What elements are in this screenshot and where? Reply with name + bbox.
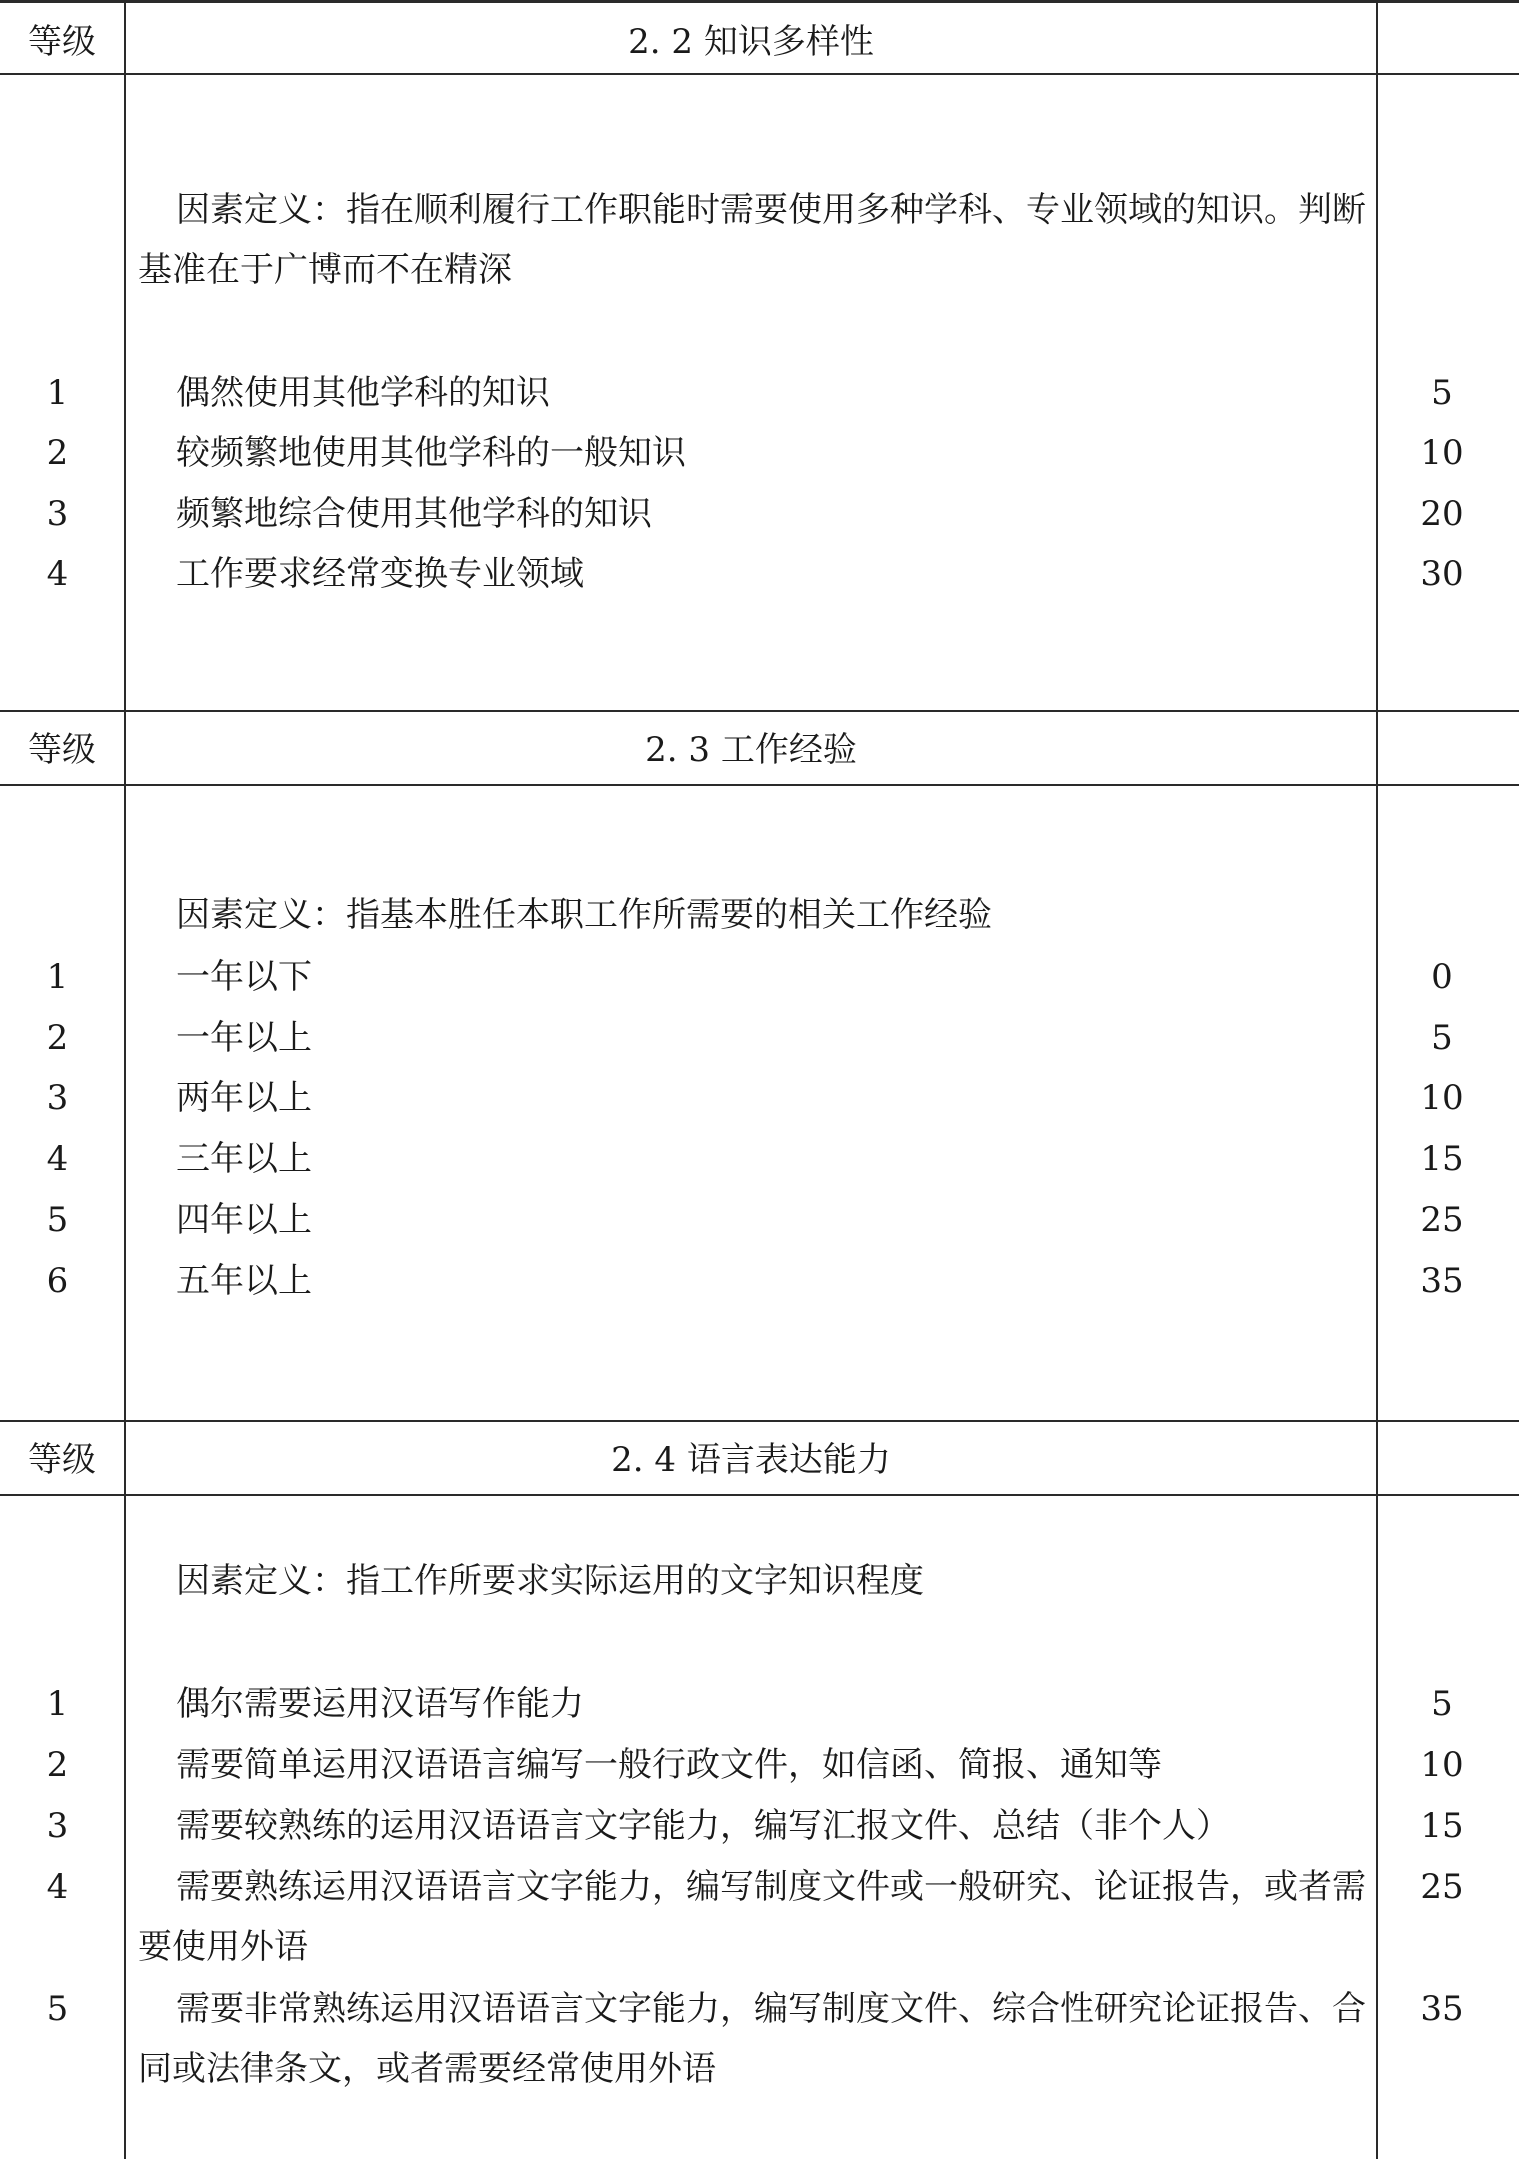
level-number: 1 — [46, 1684, 69, 1724]
level-description: 频繁地综合使用其他学科的知识 — [176, 494, 652, 534]
table-row — [0, 1979, 1519, 2099]
level-description: 三年以上 — [176, 1139, 312, 1179]
level-description: 较频繁地使用其他学科的一般知识 — [176, 433, 686, 473]
factor-definition: 因素定义：指基本胜任本职工作所需要的相关工作经验 — [176, 895, 992, 935]
level-description: 两年以上 — [176, 1078, 312, 1118]
level-number: 4 — [46, 1867, 69, 1907]
level-score: 5 — [1431, 1018, 1453, 1058]
table-row — [0, 1735, 1519, 1795]
level-score: 5 — [1431, 1684, 1453, 1724]
level-description: 需要简单运用汉语语言编写一般行政文件，如信函、简报、通知等 — [176, 1745, 1162, 1785]
level-description: 四年以上 — [176, 1200, 312, 1240]
section-title: 2. 3 工作经验 — [645, 729, 857, 770]
level-number: 3 — [46, 494, 69, 534]
table-row — [0, 1068, 1519, 1128]
level-number: 6 — [46, 1261, 69, 1301]
level-description: 需要非常熟练运用汉语语言文字能力，编写制度文件、综合性研究论证报告、合同或法律条文，或者需要经常使用外语 — [138, 1989, 1366, 2089]
level-number: 2 — [46, 1018, 69, 1058]
level-description: 需要熟练运用汉语语言文字能力，编写制度文件或一般研究、论证报告，或者需要使用外语 — [138, 1867, 1366, 1967]
factor-definition: 因素定义：指工作所要求实际运用的文字知识程度 — [176, 1561, 924, 1601]
level-score: 35 — [1420, 1989, 1464, 2029]
level-score: 25 — [1420, 1867, 1464, 1907]
level-score: 30 — [1420, 554, 1464, 594]
table-row — [0, 544, 1519, 604]
level-score: 35 — [1420, 1261, 1464, 1301]
level-score: 25 — [1420, 1200, 1464, 1240]
level-number: 5 — [46, 1200, 69, 1240]
factor-definition: 因素定义：指在顺利履行工作职能时需要使用多种学科、专业领域的知识。判断基准在于广博而不在精深 — [138, 190, 1366, 290]
section-title: 2. 4 语言表达能力 — [611, 1439, 891, 1480]
level-description: 一年以下 — [176, 957, 312, 997]
table-row — [0, 1129, 1519, 1189]
level-number: 4 — [46, 554, 69, 594]
level-number: 2 — [46, 433, 69, 473]
level-description: 一年以上 — [176, 1018, 312, 1058]
grade-header: 等级 — [28, 21, 96, 62]
grade-header: 等级 — [28, 1439, 96, 1480]
level-number: 2 — [46, 1745, 69, 1785]
level-score: 10 — [1420, 433, 1464, 473]
level-number: 3 — [46, 1078, 69, 1118]
level-score: 20 — [1420, 494, 1464, 534]
section-title: 2. 2 知识多样性 — [628, 21, 874, 62]
level-score: 10 — [1420, 1745, 1464, 1785]
table-row — [0, 1796, 1519, 1856]
level-score: 10 — [1420, 1078, 1464, 1118]
table-rule — [0, 784, 1519, 786]
level-description: 工作要求经常变换专业领域 — [176, 554, 584, 594]
table-row — [0, 363, 1519, 423]
level-score: 15 — [1420, 1139, 1464, 1179]
table-row — [0, 423, 1519, 483]
table-row — [0, 1674, 1519, 1734]
level-description: 偶然使用其他学科的知识 — [176, 373, 550, 413]
level-number: 1 — [46, 957, 69, 997]
table-row — [0, 1190, 1519, 1250]
level-score: 5 — [1431, 373, 1453, 413]
level-description: 五年以上 — [176, 1261, 312, 1301]
level-number: 1 — [46, 373, 69, 413]
level-score: 0 — [1431, 957, 1453, 997]
level-description: 偶尔需要运用汉语写作能力 — [176, 1684, 584, 1724]
level-description: 需要较熟练的运用汉语语言文字能力，编写汇报文件、总结（非个人） — [176, 1806, 1230, 1846]
level-score: 15 — [1420, 1806, 1464, 1846]
table-row — [0, 1008, 1519, 1068]
level-number: 4 — [46, 1139, 69, 1179]
table-row — [0, 1857, 1519, 1977]
table-rule — [0, 1494, 1519, 1496]
grade-header: 等级 — [28, 729, 96, 770]
table-row — [0, 1251, 1519, 1311]
table-row — [0, 947, 1519, 1007]
level-number: 3 — [46, 1806, 69, 1846]
level-number: 5 — [46, 1989, 69, 2029]
table-row — [0, 484, 1519, 544]
